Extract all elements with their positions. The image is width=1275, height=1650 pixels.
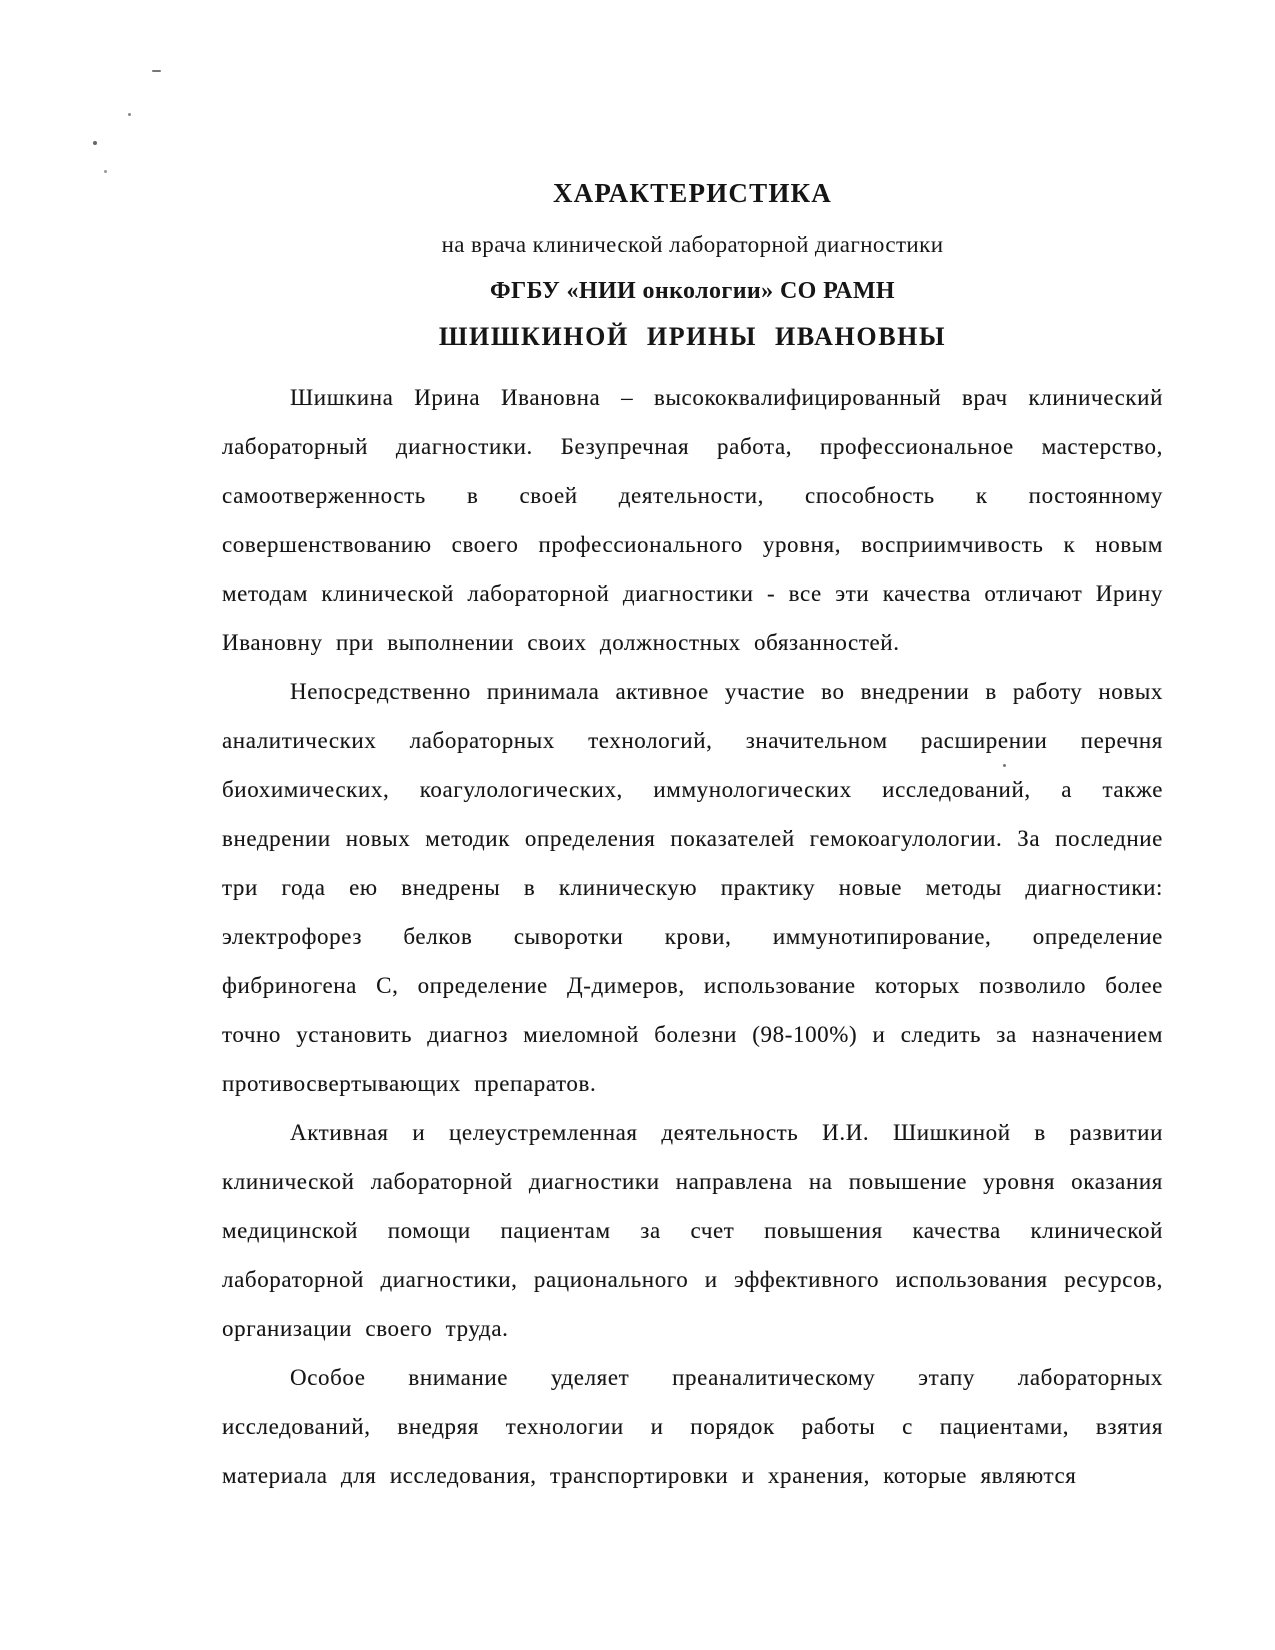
document-title: ХАРАКТЕРИСТИКА (552, 178, 832, 208)
document-subtitle-person-name: ШИШКИНОЙ ИРИНЫ ИВАНОВНЫ (438, 322, 947, 351)
scan-speck (104, 170, 107, 173)
scan-speck (128, 113, 131, 116)
scan-speck (93, 141, 97, 145)
paragraph-implementation: Непосредственно принимала активное участие во внедрении в работу новых аналитических лабораторных технологий, значительном расширении перечня биохимических, коагулологических, иммунологических исследований, а также внедрении новых методик определения показателей гемокоагулологии. За последние три года ею внедрены в клиническую практику новые методы диагностики: электрофорез белков сыворотки крови, иммунотипирование, определение фибриногена С, определение Д-димеров, использование которых позволило более точно установить диагноз миеломной болезни (98-100%) и следить за назначением противосвертывающих препаратов. (222, 679, 1163, 1096)
paragraph-qualities: Шишкина Ирина Ивановна – высококвалифицированный врач клинический лабораторный диагностики. Безупречная работа, профессиональное мастерство, самоотверженность в своей деятельности, способность к постоянному совершенствованию своего профессионального уровня, восприимчивость к новым методам клинической лабораторной диагностики - все эти качества отличают Ирину Ивановну при выполнении своих должностных обязанностей. (222, 385, 1163, 655)
paragraph-preanalytical: Особое внимание уделяет преаналитическому этапу лабораторных исследований, внедряя технологии и порядок работы с пациентами, взятия материала для исследования, транспортировки и хранения, которые являются (222, 1365, 1163, 1488)
scan-speck (1003, 764, 1006, 767)
document-subtitle-organization: ФГБУ «НИИ онкологии» СО РАМН (489, 278, 895, 304)
paragraph-activity: Активная и целеустремленная деятельность И.И. Шишкиной в развитии клинической лабораторной диагностики направлена на повышение уровня оказания медицинской помощи пациентам за счет повышения качества клинической лабораторной диагностики, рационального и эффективного использования ресурсов, организации своего труда. (222, 1120, 1163, 1341)
scan-speck (152, 70, 161, 72)
document-subtitle-position: на врача клинической лабораторной диагностики (441, 232, 944, 257)
